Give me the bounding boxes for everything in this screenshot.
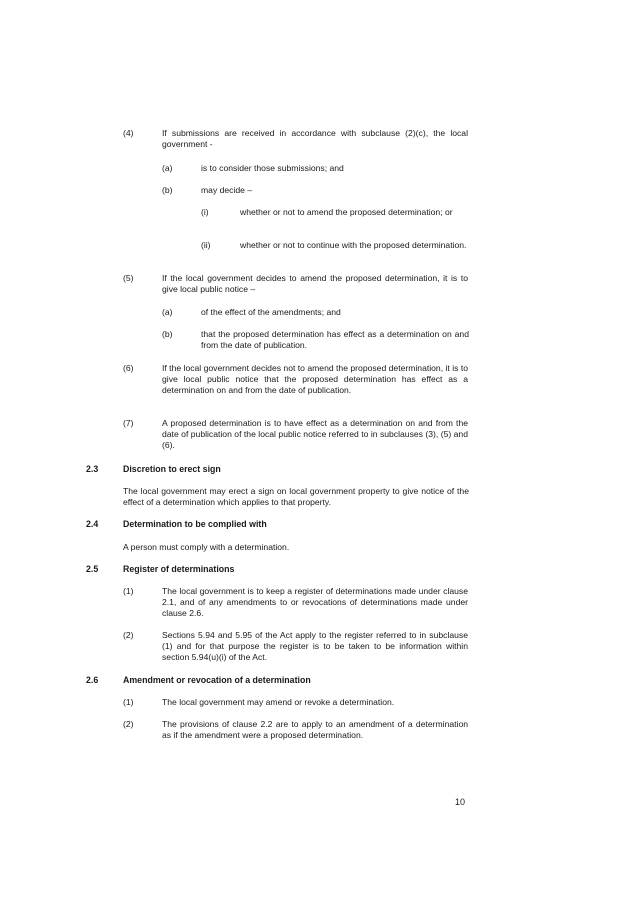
page-number: 10: [455, 797, 466, 807]
clause-2-6-2-number: (2): [123, 719, 134, 729]
subclause-4-b-text: may decide –: [201, 185, 253, 195]
clause-2-5-1-number: (1): [123, 586, 134, 596]
subclause-5-a-text: of the effect of the amendments; and: [201, 307, 341, 317]
subclause-4-b-ii-label: (ii): [201, 240, 211, 250]
subclause-5-text: If the local government decides to amend the proposed determination, it is to give local public notice –: [162, 273, 468, 294]
subclause-4-a-text: is to consider those submissions; and: [201, 163, 344, 173]
subclause-6-number: (6): [123, 363, 134, 373]
subclause-4-b-i-text: whether or not to amend the proposed determination; or: [240, 207, 453, 217]
clause-2-6-2-text: The provisions of clause 2.2 are to apply to an amendment of a determination as if the amendment were a proposed determination.: [162, 719, 468, 740]
clause-2-3-number: 2.3: [86, 464, 99, 474]
clause-2-3-text: The local government may erect a sign on local government property to give notice of the effect of a determination which applies to that property.: [123, 486, 469, 507]
clause-2-5-2-text: Sections 5.94 and 5.95 of the Act apply to the register referred to in subclause (1) and for that purpose the register is to be taken to be information within section 5.94(u)(i) of the Act.: [162, 630, 468, 662]
clause-2-3-title: Discretion to erect sign: [123, 464, 221, 474]
clause-2-6-number: 2.6: [86, 675, 99, 685]
clause-2-5-2-number: (2): [123, 630, 134, 640]
subclause-7-number: (7): [123, 418, 134, 428]
subclause-5-b-text: that the proposed determination has effect as a determination on and from the date of publication.: [201, 329, 469, 350]
clause-2-5-number: 2.5: [86, 564, 99, 574]
clause-2-6-title: Amendment or revocation of a determination: [123, 675, 311, 685]
subclause-5-a-label: (a): [162, 307, 173, 317]
subclause-5-number: (5): [123, 273, 134, 283]
clause-2-4-title: Determination to be complied with: [123, 519, 267, 529]
subclause-4-a-label: (a): [162, 163, 173, 173]
clause-2-5-title: Register of determinations: [123, 564, 235, 574]
clause-2-4-number: 2.4: [86, 519, 99, 529]
subclause-6-text: If the local government decides not to amend the proposed determination, it is to give local public notice that the proposed determination has effect as a determination on and from the date of publication.: [162, 363, 468, 395]
clause-2-4-text: A person must comply with a determination.: [123, 542, 290, 552]
subclause-4-b-label: (b): [162, 185, 173, 195]
subclause-4-number: (4): [123, 128, 134, 138]
subclause-5-b-label: (b): [162, 329, 173, 339]
subclause-7-text: A proposed determination is to have effect as a determination on and from the date of publication of the local public notice referred to in subclauses (3), (5) and (6).: [162, 418, 468, 450]
subclause-4-b-i-label: (i): [201, 207, 209, 217]
subclause-4-text: If submissions are received in accordance with subclause (2)(c), the local government -: [162, 128, 468, 149]
subclause-4-b-ii-text: whether or not to continue with the proposed determination.: [240, 240, 467, 250]
clause-2-5-1-text: The local government is to keep a register of determinations made under clause 2.1, and of any amendments to or revocations of determinations made under clause 2.6.: [162, 586, 468, 618]
clause-2-6-1-text: The local government may amend or revoke a determination.: [162, 697, 395, 707]
clause-2-6-1-number: (1): [123, 697, 134, 707]
